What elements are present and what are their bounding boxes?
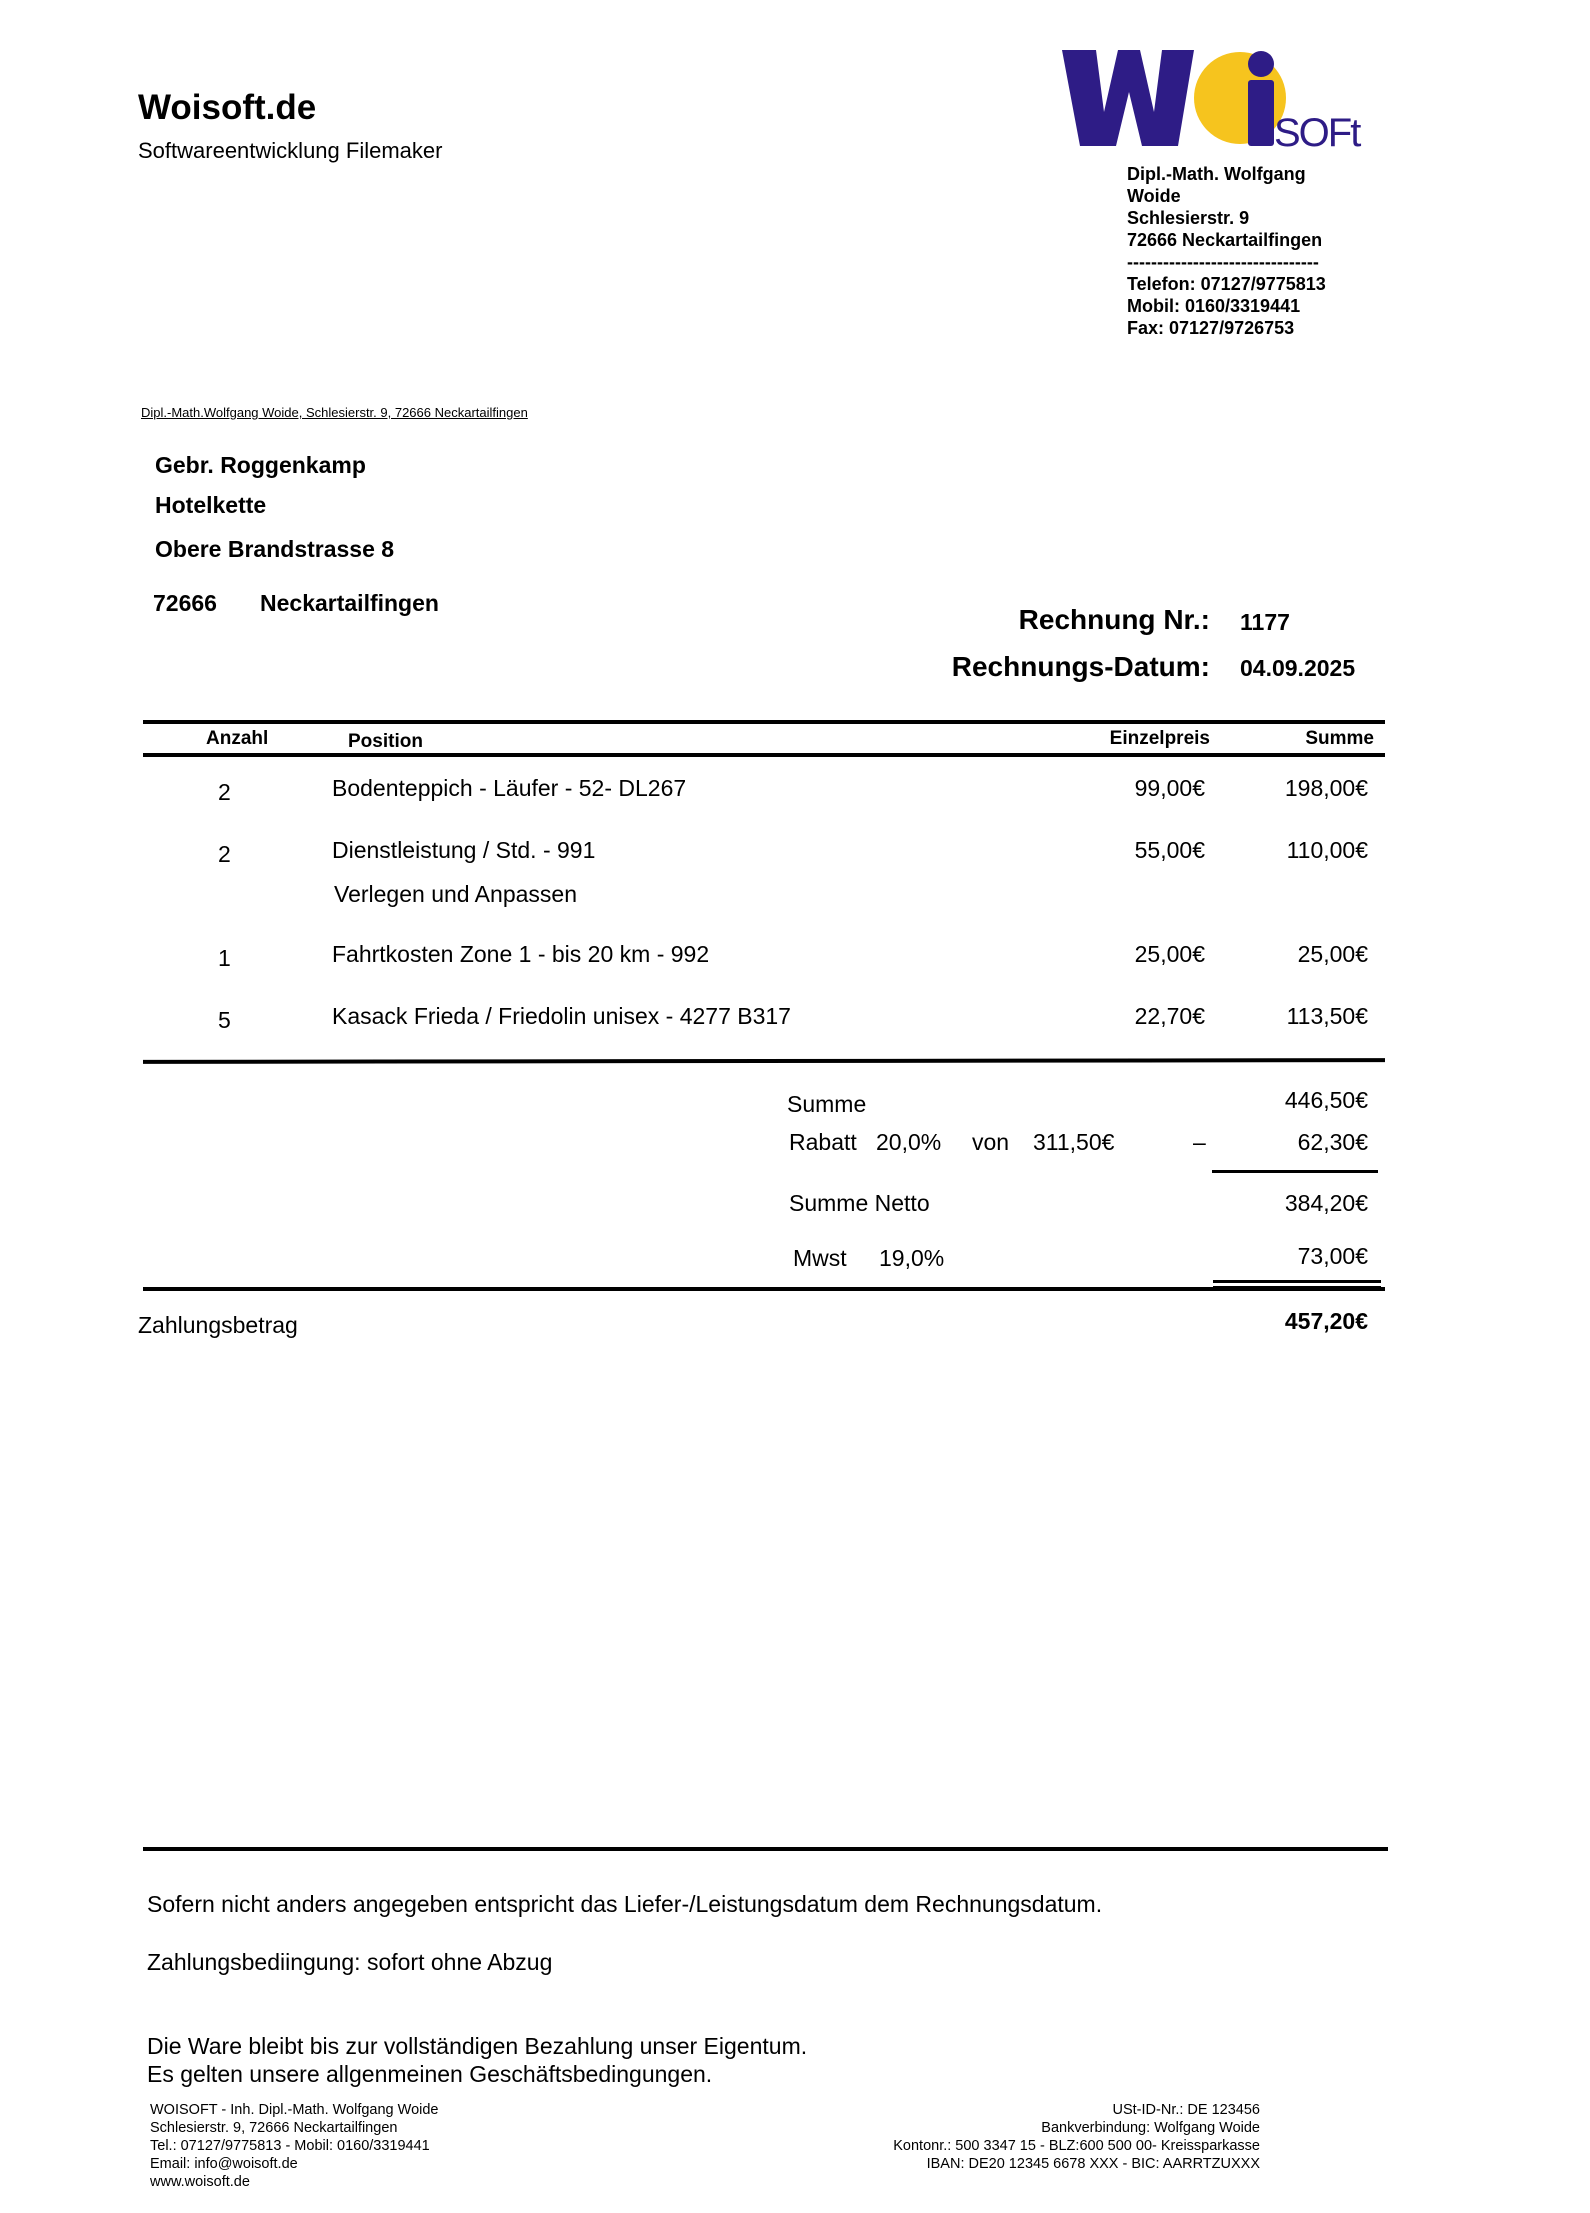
- row-unit-price: 55,00€: [1134, 837, 1205, 863]
- footer-bank: Bankverbindung: Wolfgang Woide: [1041, 2120, 1260, 2136]
- sender-line: 72666 Neckartailfingen: [1127, 230, 1323, 250]
- vat-value: 73,00€: [1297, 1243, 1368, 1269]
- row-unit-price: 25,00€: [1134, 941, 1205, 967]
- discount-label: Rabatt: [789, 1129, 857, 1155]
- footer-note-delivery: Sofern nicht anders angegeben entspricht das Liefer-/Leistungsdatum dem Rechnungsdatum.: [147, 1891, 1103, 1917]
- sender-fax: Fax: 07127/9726753: [1127, 318, 1295, 338]
- footer-account: Kontonr.: 500 3347 15 - BLZ:600 500 00- Kreissparkasse: [893, 2138, 1260, 2154]
- payment-label: Zahlungsbetrag: [138, 1312, 298, 1338]
- recipient-company: Hotelkette: [155, 492, 267, 518]
- total-double-rule-top: [1213, 1280, 1381, 1283]
- recipient-zip: 72666: [153, 590, 217, 616]
- discount-value: 62,30€: [1297, 1129, 1368, 1155]
- row-total: 198,00€: [1284, 775, 1368, 801]
- invoice-number: 1177: [1240, 609, 1290, 635]
- footer-vat-id: USt-ID-Nr.: DE 123456: [1112, 2102, 1260, 2118]
- company-name: Woisoft.de: [138, 88, 317, 127]
- row-qty: 1: [218, 945, 231, 971]
- header-total: Summe: [1305, 728, 1374, 749]
- net-label: Summe Netto: [789, 1190, 930, 1216]
- footer-web-line: www.woisoft.de: [150, 2174, 250, 2190]
- footer-address-line: Schlesierstr. 9, 72666 Neckartailfingen: [150, 2120, 398, 2136]
- recipient-city: Neckartailfingen: [260, 590, 439, 616]
- sender-line: Woide: [1127, 186, 1181, 206]
- row-unit-price: 99,00€: [1134, 775, 1205, 801]
- return-address: Dipl.-Math.Wolfgang Woide, Schlesierstr. 9, 72666 Neckartailfingen: [141, 405, 528, 420]
- payment-value: 457,20€: [1284, 1308, 1368, 1334]
- sender-line: Dipl.-Math. Wolfgang: [1127, 164, 1306, 184]
- sum-value: 446,50€: [1284, 1087, 1368, 1113]
- row-note: Verlegen und Anpassen: [334, 881, 577, 907]
- net-value: 384,20€: [1284, 1190, 1368, 1216]
- invoice-number-label: Rechnung Nr.:: [1018, 604, 1210, 635]
- footer-phone-line: Tel.: 07127/9775813 - Mobil: 0160/3319441: [150, 2138, 430, 2154]
- recipient-street: Obere Brandstrasse 8: [155, 536, 395, 562]
- row-qty: 5: [218, 1007, 231, 1033]
- sender-mobile: Mobil: 0160/3319441: [1127, 296, 1301, 316]
- header-qty: Anzahl: [206, 728, 269, 749]
- row-total: 110,00€: [1286, 837, 1368, 863]
- recipient-name: Gebr. Roggenkamp: [155, 452, 366, 478]
- discount-base: 311,50€: [1033, 1129, 1115, 1155]
- discount-rule: [1212, 1170, 1378, 1173]
- row-position: Kasack Frieda / Friedolin unisex - 4277 B317: [332, 1003, 791, 1029]
- footer-rule: [143, 1847, 1388, 1851]
- footer-company-line: WOISOFT - Inh. Dipl.-Math. Wolfgang Woide: [150, 2102, 439, 2118]
- row-total: 113,50€: [1286, 1003, 1368, 1029]
- row-position: Fahrtkosten Zone 1 - bis 20 km - 992: [332, 941, 710, 967]
- vat-rate: 19,0%: [879, 1245, 945, 1271]
- table-top-rule: [143, 720, 1385, 724]
- woisoft-logo: [1060, 50, 1380, 150]
- sum-label: Summe: [787, 1091, 867, 1117]
- sender-separator: --------------------------------: [1127, 252, 1319, 272]
- row-qty: 2: [218, 841, 231, 867]
- discount-rate: 20,0%: [876, 1129, 942, 1155]
- footer-email-line: Email: info@woisoft.de: [150, 2156, 298, 2172]
- svg-text:SOFt: SOFt: [1274, 111, 1360, 150]
- row-unit-price: 22,70€: [1134, 1003, 1205, 1029]
- footer-iban: IBAN: DE20 12345 6678 XXX - BIC: AARRTZUXXX: [926, 2156, 1260, 2172]
- sender-phone: Telefon: 07127/9775813: [1127, 274, 1326, 294]
- row-position: Dienstleistung / Std. - 991: [332, 837, 596, 863]
- row-qty: 2: [218, 779, 231, 805]
- row-total: 25,00€: [1297, 941, 1368, 967]
- sender-line: Schlesierstr. 9: [1127, 208, 1250, 228]
- invoice-date-label: Rechnungs-Datum:: [951, 651, 1210, 682]
- table-header-rule: [143, 753, 1385, 757]
- totals-rule: [143, 1287, 1385, 1291]
- footer-note-payment-terms: Zahlungsbediingung: sofort ohne Abzug: [147, 1949, 553, 1975]
- header-position: Position: [348, 731, 423, 752]
- discount-sign: –: [1193, 1129, 1206, 1155]
- footer-note-terms: Es gelten unsere allgenmeinen Geschäftsbedingungen.: [147, 2061, 713, 2087]
- invoice-date: 04.09.2025: [1240, 655, 1356, 681]
- header-unit-price: Einzelpreis: [1109, 728, 1210, 749]
- company-tagline: Softwareentwicklung Filemaker: [138, 138, 443, 163]
- vat-label: Mwst: [793, 1245, 847, 1271]
- table-bottom-rule: [143, 1058, 1385, 1064]
- row-position: Bodenteppich - Läufer - 52- DL267: [332, 775, 687, 801]
- discount-from-label: von: [972, 1129, 1010, 1155]
- footer-note-ownership: Die Ware bleibt bis zur vollständigen Bezahlung unser Eigentum.: [147, 2033, 808, 2059]
